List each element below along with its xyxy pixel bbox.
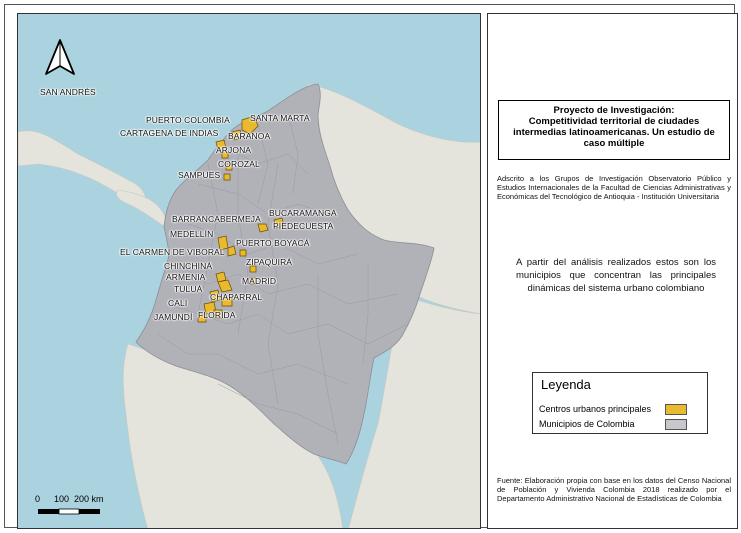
- project-title-line: Proyecto de Investigación:: [553, 105, 675, 116]
- inset-label: SAN ANDRÉS: [40, 87, 96, 97]
- centro-puerto-boyaca[interactable]: [240, 250, 246, 256]
- info-panel: [487, 13, 738, 529]
- scale-label-200: 200 km: [74, 494, 104, 504]
- city-label-chaparral: CHAPARRAL: [210, 292, 263, 302]
- city-label-florida: FLORIDA: [198, 310, 236, 320]
- analysis-text: A partir del análisis realizados estos son los municipios que concentran las principales dinámicas del sistema urbano colombiano: [516, 257, 716, 294]
- scale-label-100: 100: [54, 494, 70, 504]
- legend-swatch-centros: [665, 404, 687, 415]
- city-label-puerto-colombia: PUERTO COLOMBIA: [146, 115, 230, 125]
- city-label-piedecuesta: PIEDECUESTA: [273, 221, 334, 231]
- project-title-line: intermedias latinoamericanas. Un estudio de: [513, 127, 715, 138]
- city-label-madrid: MADRID: [242, 276, 277, 286]
- city-label-armenia: ARMENIA: [166, 272, 206, 282]
- city-label-baranoa: BARANOA: [228, 131, 271, 141]
- scale-bar: [38, 509, 100, 514]
- city-label-cali: CALI: [168, 298, 188, 308]
- city-label-santa-marta: SANTA MARTA: [250, 113, 310, 123]
- project-title-line: caso múltiple: [583, 138, 645, 149]
- city-label-barrancabermeja: BARRANCABERMEJA: [172, 214, 261, 224]
- city-label-arjona: ARJONA: [216, 145, 252, 155]
- adscrito-text: Adscrito a los Grupos de Investigación Observatorio Público y Estudios Internacionales de la Facultad de Ciencias Administrativas y Económicas del Tecnológico de Antioquia - Institución Universitaria: [497, 174, 731, 201]
- city-label-chinchina: CHINCHINÁ: [164, 261, 213, 271]
- centro-sampues[interactable]: [224, 174, 230, 180]
- city-label-corozal: COROZAL: [218, 159, 260, 169]
- project-title-box: [498, 100, 730, 160]
- panama-land: [116, 190, 165, 226]
- legend-swatch-municipios: [665, 419, 687, 430]
- north-arrow-icon: [46, 40, 74, 74]
- legend-item-municipios: Municipios de Colombia: [539, 419, 635, 429]
- city-label-medellin: MEDELLÍN: [170, 229, 214, 239]
- city-label-cartagena: CARTAGENA DE INDIAS: [120, 128, 219, 138]
- source-text: Fuente: Elaboración propia con base en los datos del Censo Nacional de Población y Vivienda Colombia 2018 realizado por el Departamento Administrativo Nacional de Estadísticas de Colombia: [497, 476, 731, 503]
- project-title-line: Competitividad territorial de ciudades: [528, 116, 700, 127]
- city-label-tulua: TULUÁ: [174, 284, 203, 294]
- map-view[interactable]: [17, 13, 481, 529]
- scale-label-0: 0: [35, 494, 41, 504]
- city-label-sampues: SAMPUES: [178, 170, 221, 180]
- map-layout-frame: [4, 4, 735, 528]
- legend-box: [532, 372, 708, 434]
- city-label-zipaquira: ZIPAQUIRÁ: [246, 257, 293, 267]
- city-label-puerto-boyaca: PUERTO BOYACÁ: [236, 238, 310, 248]
- legend-title: Leyenda: [541, 377, 591, 392]
- legend-item-centros: Centros urbanos principales: [539, 404, 652, 414]
- city-label-bucaramanga: BUCARAMANGA: [269, 208, 337, 218]
- city-label-el-carmen: EL CARMEN DE VIBORAL: [120, 247, 225, 257]
- city-label-jamundi: JAMUNDÍ: [154, 312, 193, 322]
